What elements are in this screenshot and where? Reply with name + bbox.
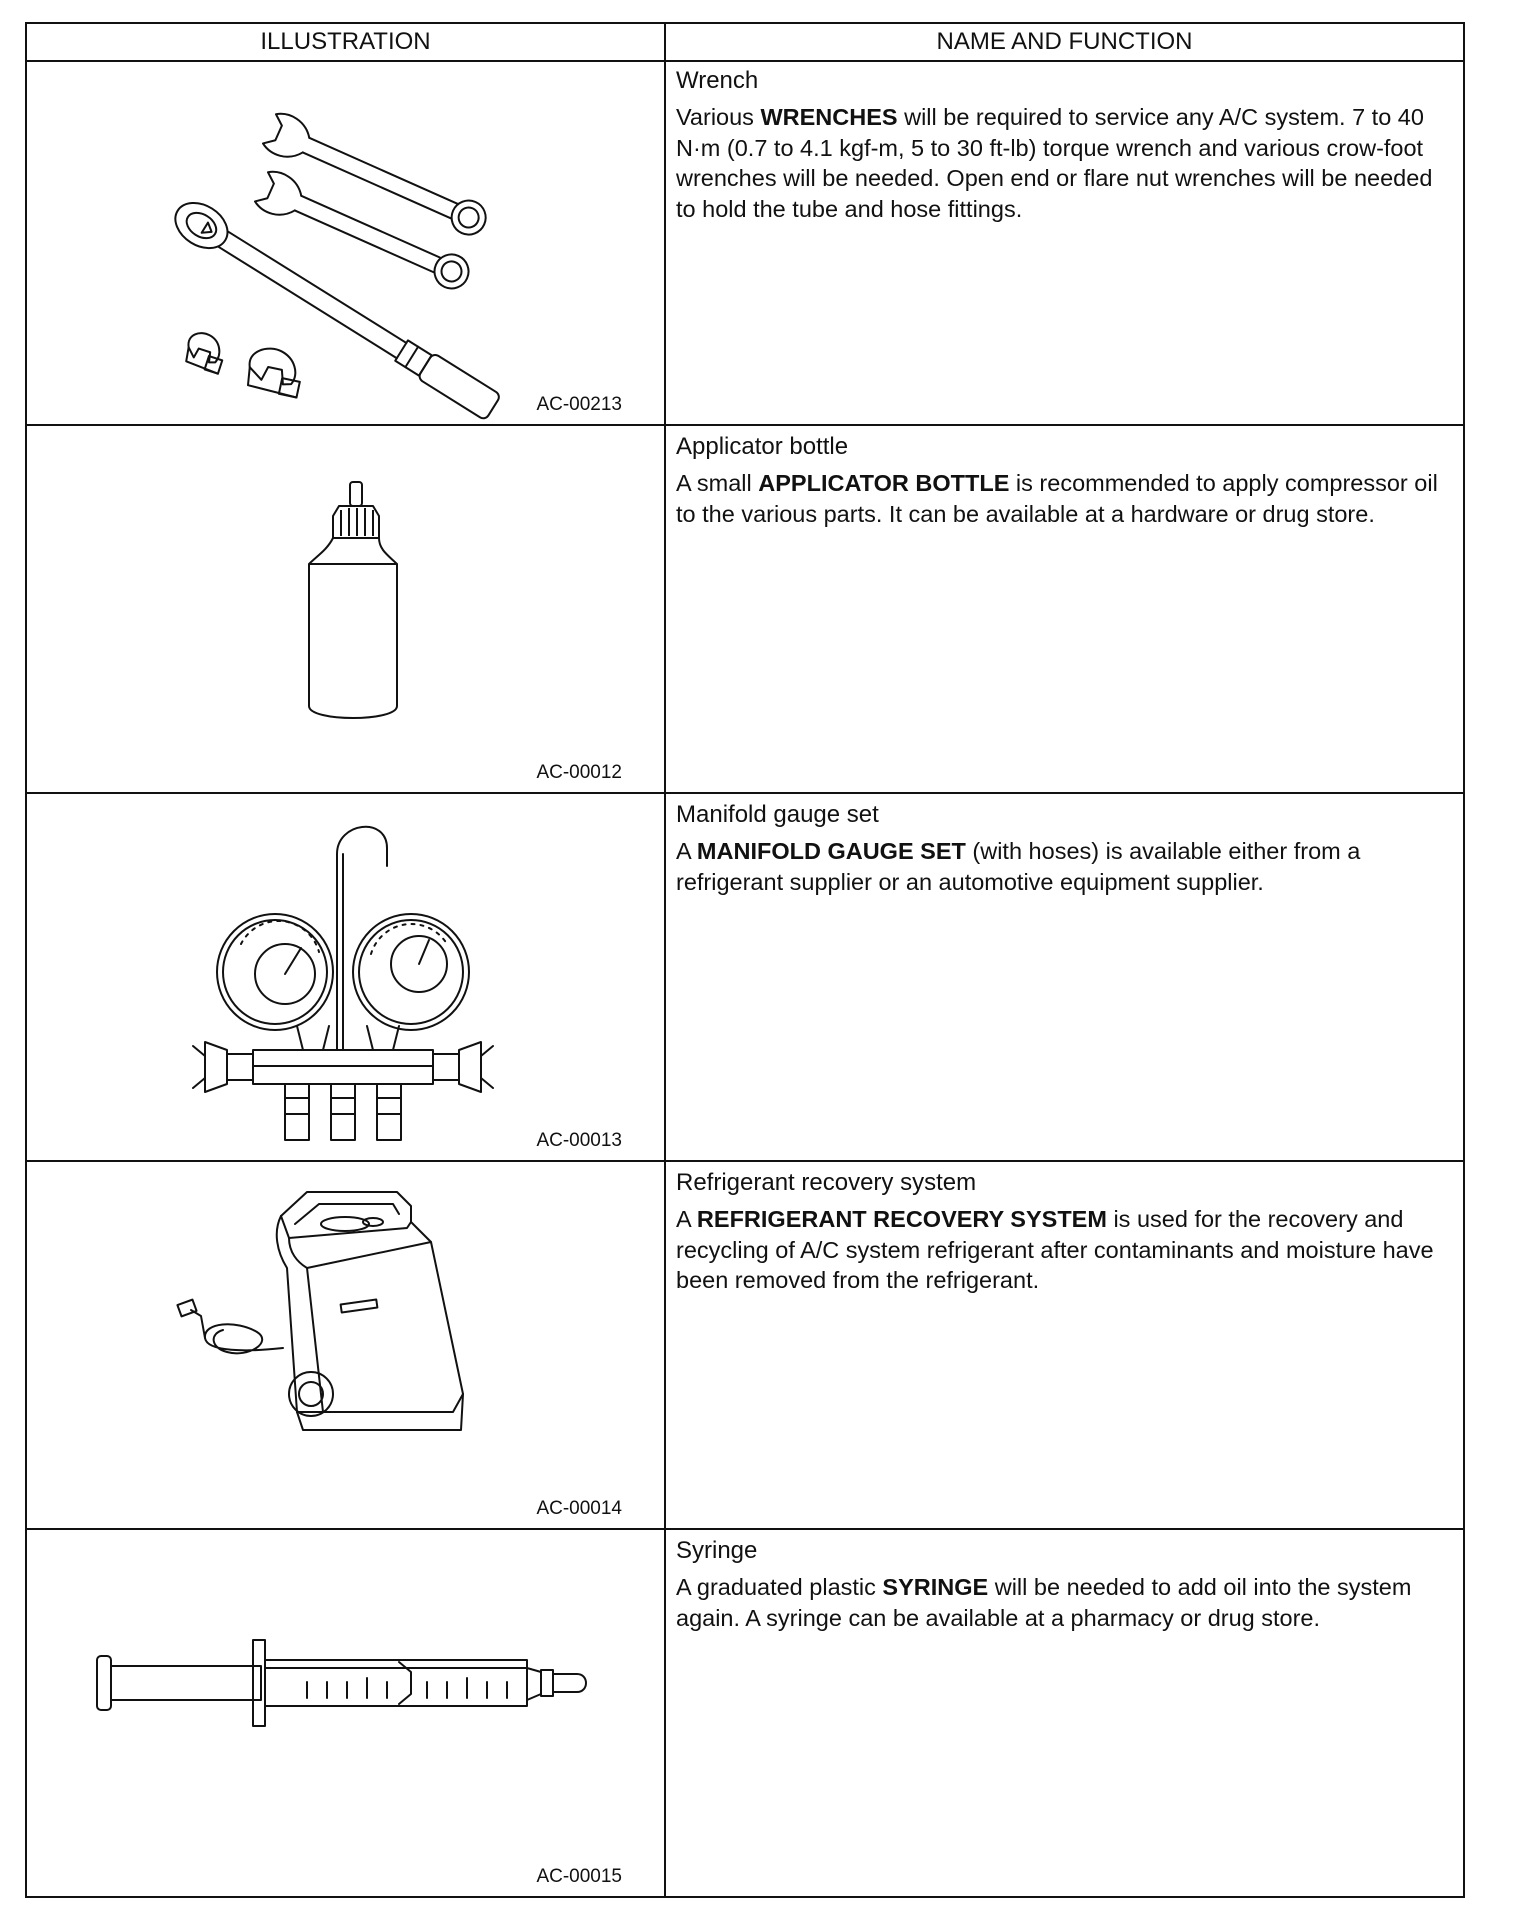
table-row-syringe [27,1530,1463,1896]
tool-name: Wrench [676,67,759,94]
tool-description: A graduated plastic SYRINGE will be needed to add oil into the system again. A syringe can be available at a pharmacy or drug store. [676,1574,1412,1631]
tool-name: Applicator bottle [676,433,849,460]
description-cell [676,800,1449,897]
tool-name: Syringe [676,1537,758,1564]
recovery-machine-icon [27,1162,664,1528]
syringe-icon [27,1530,664,1894]
illustration-code: AC-00014 [536,1498,622,1519]
table-row-manifold-gauge-set [27,794,1463,1162]
description-cell [676,1536,1449,1633]
illustration-code: AC-00013 [536,1130,622,1151]
table-row-wrench [27,60,1463,426]
illustration-cell [27,426,666,792]
table-row-refrigerant-recovery-system [27,1162,1463,1530]
tool-description: Various WRENCHES will be required to service any A/C system. 7 to 40 N·m (0.7 to 4.1 kgf-m, 5 to 30 ft-lb) torque wrench and various crow-foot wrenches will be needed. Open end or flare nut wrenches will be needed to hold the tube and hose fittings. [676,104,1433,222]
wrench-set-icon [27,60,664,424]
table-row-applicator-bottle [27,426,1463,794]
applicator-bottle-icon [27,426,664,792]
header-illustration: ILLUSTRATION [27,24,666,60]
tool-name: Refrigerant recovery system [676,1169,977,1196]
illustration-code: AC-00012 [536,762,622,783]
description-cell [676,1168,1449,1296]
tool-description: A REFRIGERANT RECOVERY SYSTEM is used for the recovery and recycling of A/C system refrigerant after contaminants and moisture have been removed from the refrigerant. [676,1206,1434,1293]
description-cell [676,66,1449,224]
tool-description: A MANIFOLD GAUGE SET (with hoses) is available either from a refrigerant supplier or an automotive equipment supplier. [676,838,1361,895]
manifold-gauge-icon [27,794,664,1160]
illustration-cell [27,794,666,1160]
tool-name: Manifold gauge set [676,801,879,828]
table-header [27,24,1463,62]
header-name-and-function: NAME AND FUNCTION [936,28,1193,55]
tools-table [25,22,1465,1898]
description-cell [676,432,1449,529]
illustration-cell [27,60,666,424]
illustration-cell [27,1530,666,1896]
tool-description: A small APPLICATOR BOTTLE is recommended to apply compressor oil to the various parts. It can be available at a hardware or drug store. [676,470,1438,527]
illustration-code: AC-00213 [536,394,622,415]
illustration-code: AC-00015 [536,1866,622,1887]
illustration-cell [27,1162,666,1528]
